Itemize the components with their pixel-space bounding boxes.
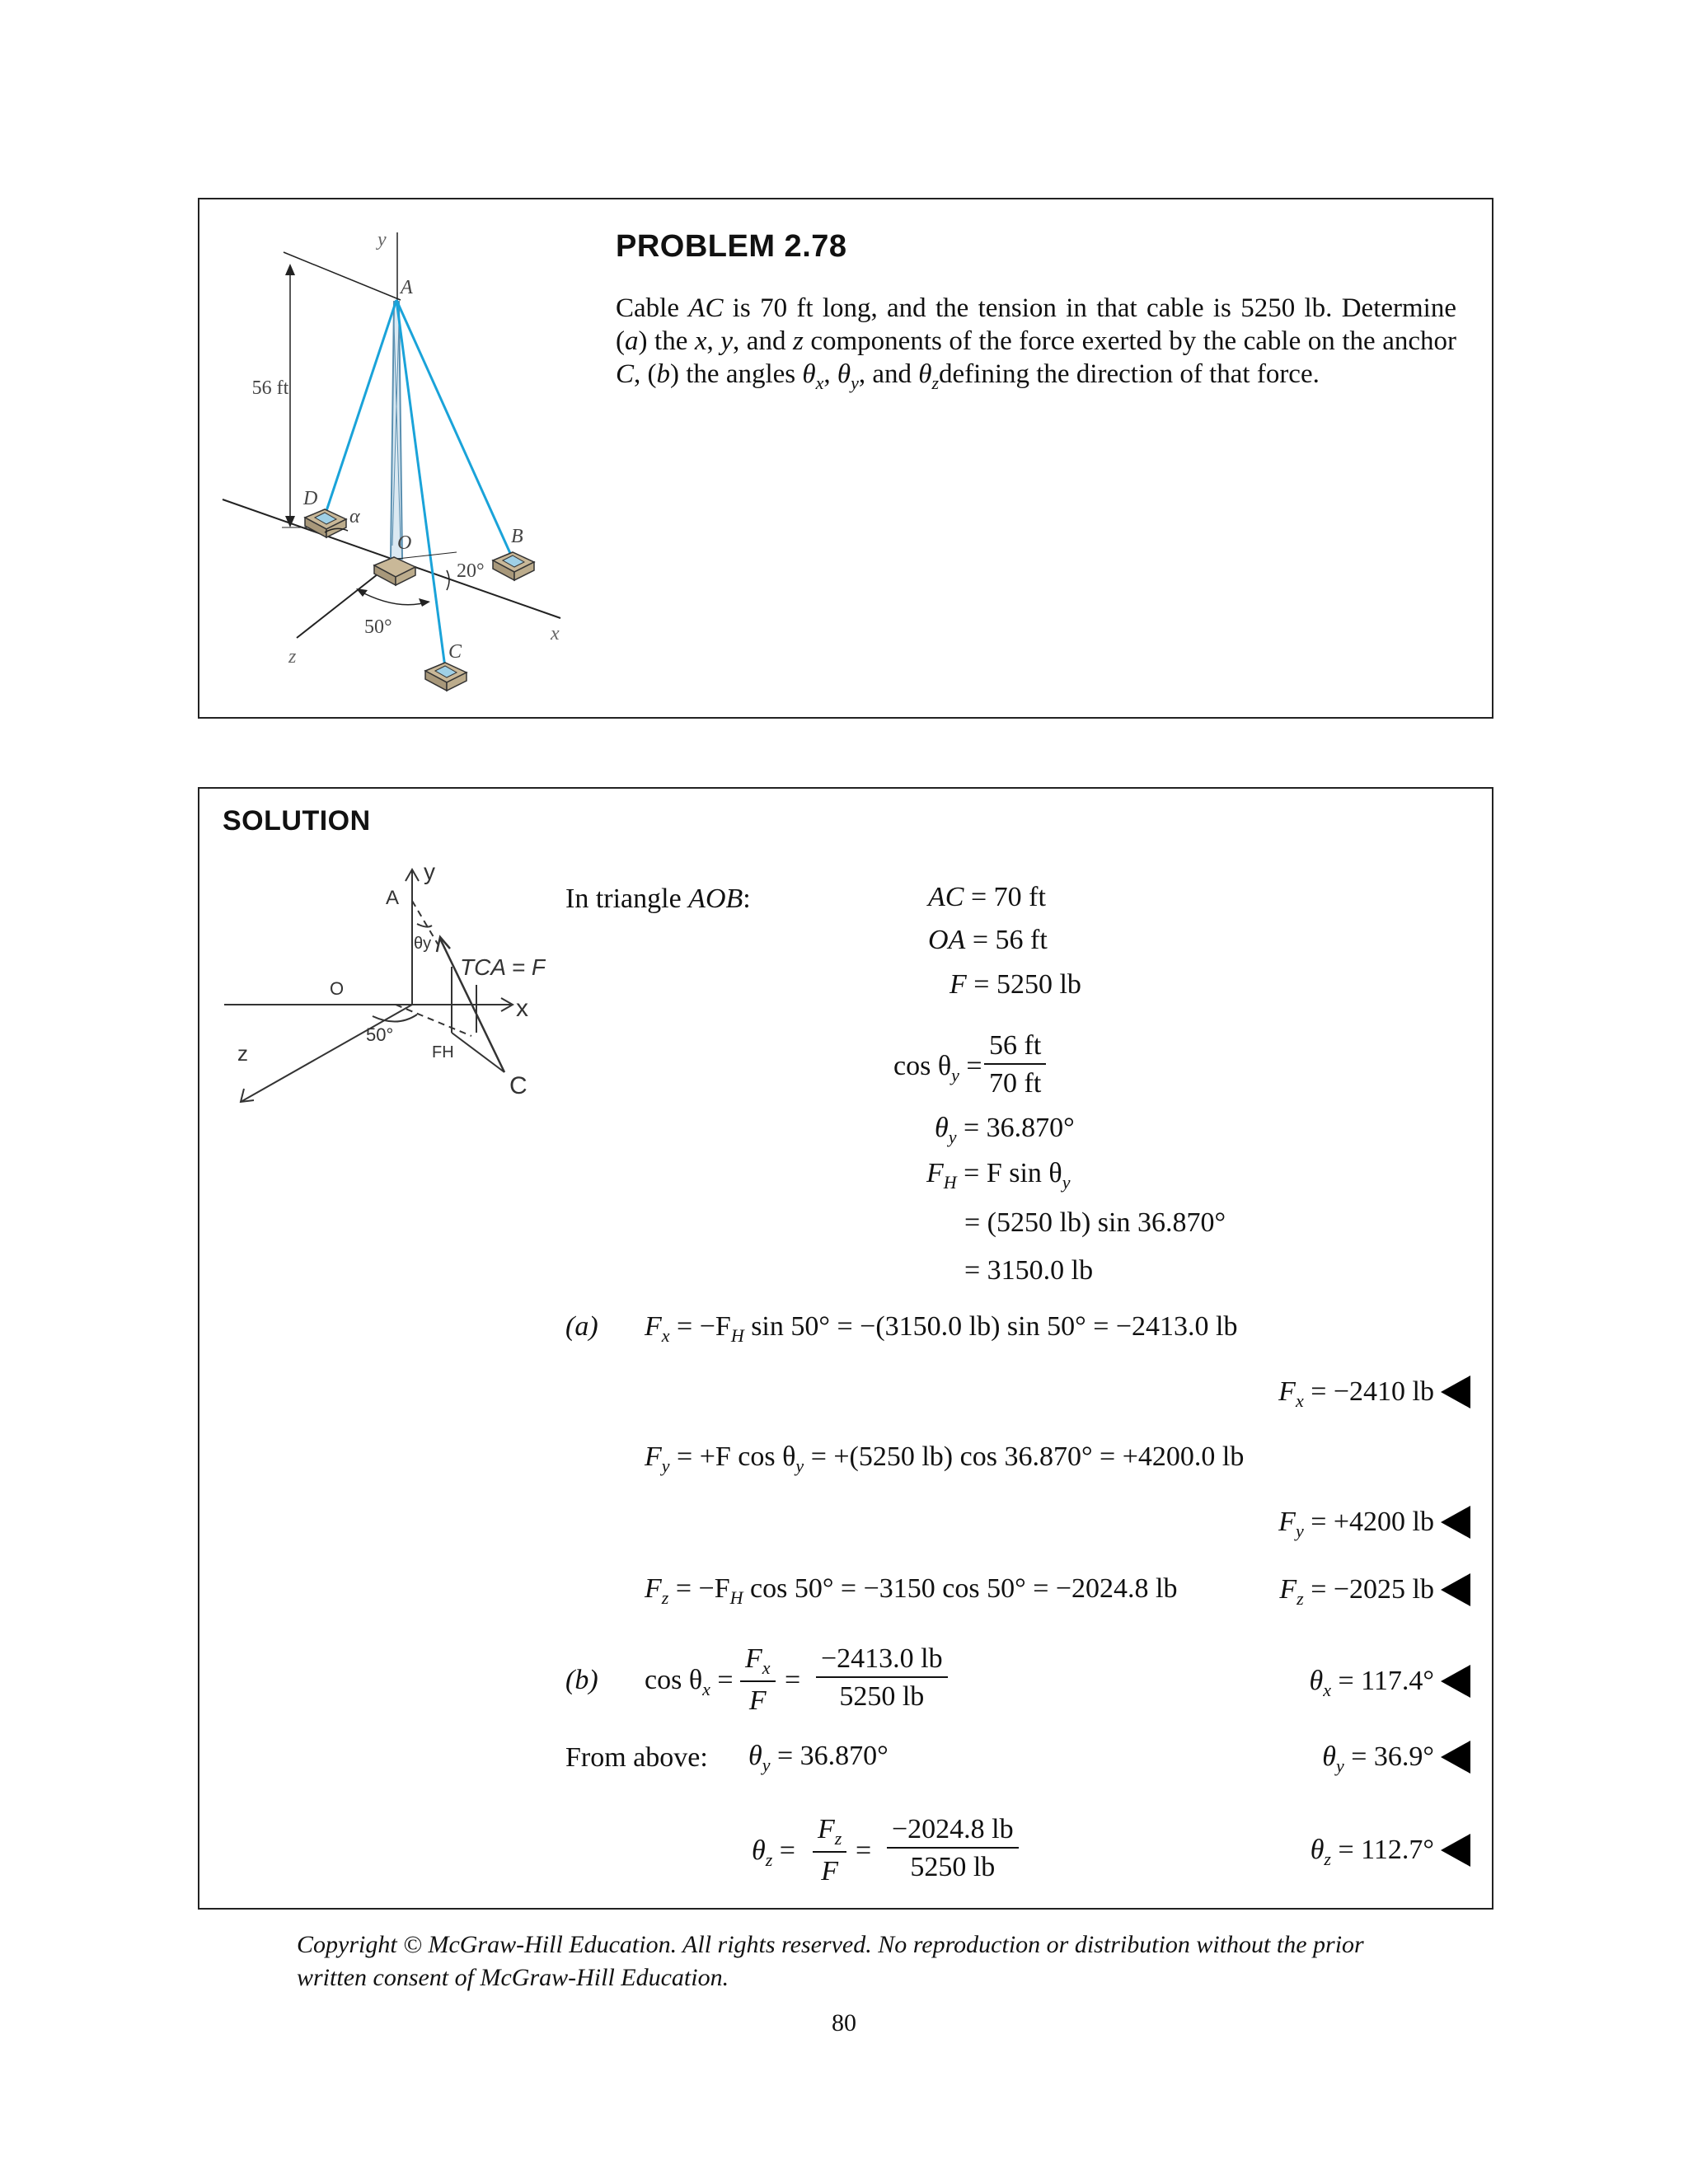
- text-run: C: [616, 359, 635, 389]
- text-run: = 36.870°: [770, 1741, 889, 1771]
- text-run: = 36.870°: [963, 1113, 1075, 1143]
- problem-statement: [616, 292, 1456, 400]
- answer-marker-icon: [1441, 1665, 1470, 1698]
- theta-x-answer: [1310, 1665, 1470, 1701]
- text-run: = +(5250 lb) cos 36.870° = +4200.0 lb: [804, 1441, 1245, 1472]
- text-run: OA: [928, 925, 966, 955]
- fraction-numerator: −2024.8 lb: [887, 1814, 1019, 1849]
- fraction-denominator: 5250 lb: [839, 1681, 925, 1712]
- given-f: [950, 969, 1081, 1001]
- sketch-label-c: C: [509, 1072, 528, 1099]
- angle-20-arc: [447, 570, 449, 590]
- problem-figure: [199, 199, 595, 694]
- fraction-numerator: 56 ft: [984, 1030, 1046, 1065]
- text-run: y: [795, 1455, 804, 1476]
- theta-z-numeric: [887, 1814, 1019, 1883]
- fraction-denominator: F: [748, 1685, 767, 1716]
- text-run: = 70 ft: [970, 882, 1046, 912]
- theta-z-lhs: [752, 1835, 795, 1871]
- text-run: Cable: [616, 293, 689, 323]
- height-arrow-top: [285, 264, 295, 275]
- angle-50-arrow-right: [419, 598, 430, 607]
- text-run: x: [1323, 1680, 1331, 1700]
- fig-label-x: x: [551, 623, 560, 644]
- text-run: =: [779, 1835, 795, 1866]
- answer-marker-icon: [1441, 1834, 1470, 1867]
- text-run: x: [661, 1325, 670, 1346]
- text-run: AOB: [688, 883, 743, 914]
- problem-panel: [198, 198, 1493, 719]
- cos-theta-x-eq2: =: [785, 1665, 801, 1695]
- fz-calculation: [645, 1573, 1177, 1609]
- text-run: θ: [752, 1835, 766, 1866]
- text-run: θ: [918, 359, 932, 389]
- angle-50-arc: [358, 590, 429, 605]
- fh-step2: = 3150.0 lb: [964, 1255, 1094, 1286]
- text-run: F: [1279, 1574, 1297, 1605]
- fig-label-a: A: [401, 277, 413, 298]
- text-run: , (: [634, 359, 657, 389]
- text-run: H: [729, 1587, 743, 1608]
- text-run: defining the direction of that force.: [939, 359, 1320, 389]
- text-run: H: [730, 1325, 744, 1346]
- sketch-label-o: O: [330, 978, 345, 999]
- text-run: θ: [837, 359, 851, 389]
- fx-calculation: [645, 1311, 1238, 1347]
- given-ac: [928, 882, 1046, 913]
- sketch-theta-arc: [417, 924, 432, 927]
- text-run: z: [931, 373, 940, 393]
- theta-z-eq2: =: [856, 1835, 872, 1866]
- theta-y-from-above: [748, 1741, 889, 1776]
- text-run: = +4200 lb: [1303, 1507, 1434, 1537]
- text-run: b: [656, 359, 671, 389]
- text-run: F: [818, 1814, 835, 1844]
- text-run: components of the force exerted by the cable on the anchor: [803, 326, 1456, 356]
- answer-marker-icon: [1441, 1573, 1470, 1606]
- text-run: F: [1278, 1507, 1296, 1537]
- fraction-denominator: 5250 lb: [910, 1852, 996, 1882]
- copyright-footer: Copyright © McGraw-Hill Education. All rights reserved. No reproduction or distribution without the prior written consent of McGraw-Hill Education.: [297, 1931, 1364, 1991]
- text-run: F: [950, 969, 967, 1000]
- text-run: = 5250 lb: [973, 969, 1081, 1000]
- cos-theta-y-fraction: [984, 1030, 1046, 1099]
- text-run: = 36.9°: [1343, 1741, 1434, 1772]
- text-run: θ: [1322, 1741, 1336, 1772]
- sketch-label-50: 50°: [366, 1024, 394, 1045]
- text-run: y: [1295, 1521, 1304, 1541]
- sketch-fh-base: [452, 1033, 504, 1072]
- text-run: z: [792, 326, 804, 356]
- text-run: In triangle: [565, 883, 689, 914]
- fraction-numerator: [740, 1643, 776, 1682]
- part-a-label: (a): [565, 1311, 598, 1342]
- part-b-label: (b): [565, 1665, 598, 1695]
- text-run: y: [1335, 1755, 1344, 1776]
- text-run: x: [815, 373, 824, 393]
- sketch-label-x: x: [516, 995, 528, 1022]
- text-run: F: [645, 1573, 662, 1604]
- text-run: = +F cos θ: [669, 1441, 796, 1472]
- fig-label-y: y: [377, 229, 387, 251]
- text-run: is 70 ft long, and the tension in that cable is 5250 lb. Determine (: [616, 293, 1456, 356]
- fh-equation: [926, 1158, 1071, 1193]
- text-run: H: [943, 1172, 957, 1193]
- text-run: cos θ: [645, 1665, 703, 1695]
- anchor-d: [305, 509, 346, 537]
- text-run: x: [702, 1679, 710, 1699]
- text-run: z: [1296, 1588, 1304, 1609]
- fx-answer: [1278, 1376, 1470, 1412]
- cos-theta-x-lhs: [645, 1665, 734, 1700]
- tower: [391, 302, 402, 559]
- sketch-label-theta: θy: [414, 935, 432, 953]
- text-run: cos 50° = −3150 cos 50° = −2024.8 lb: [743, 1573, 1178, 1604]
- fraction-denominator: 70 ft: [989, 1068, 1042, 1099]
- triangle-label: [565, 883, 751, 915]
- text-run: ) the: [638, 326, 695, 356]
- text-run: y: [948, 1127, 957, 1147]
- text-run: x: [1295, 1390, 1304, 1411]
- text-run: :: [743, 883, 751, 914]
- text-run: θ: [748, 1741, 762, 1771]
- sketch-label-a: A: [386, 887, 400, 909]
- fraction-numerator: −2413.0 lb: [816, 1643, 948, 1678]
- text-run: ,: [823, 359, 837, 389]
- text-run: θ: [802, 359, 816, 389]
- given-oa: [928, 925, 1048, 956]
- text-run: = −2025 lb: [1303, 1574, 1434, 1605]
- theta-z-symbolic: [813, 1814, 846, 1887]
- fig-label-alpha: α: [349, 506, 360, 527]
- fig-label-b: B: [511, 526, 523, 547]
- text-run: y: [661, 1455, 670, 1476]
- fig-label-z: z: [288, 646, 297, 668]
- text-run: y: [1062, 1172, 1071, 1193]
- text-run: z: [765, 1849, 773, 1870]
- text-run: a: [625, 326, 639, 356]
- text-run: , and: [733, 326, 793, 356]
- fraction-numerator: [813, 1814, 846, 1853]
- solution-panel: [198, 787, 1493, 1910]
- text-run: θ: [1309, 1666, 1324, 1696]
- text-run: = −F: [668, 1573, 730, 1604]
- text-run: =: [717, 1665, 734, 1695]
- anchor-c: [425, 663, 467, 691]
- answer-marker-icon: [1441, 1741, 1470, 1774]
- fh-step1: = (5250 lb) sin 36.870°: [964, 1207, 1226, 1238]
- text-run: = 117.4°: [1330, 1666, 1434, 1696]
- text-run: = −2410 lb: [1303, 1376, 1434, 1407]
- text-run: y: [762, 1755, 771, 1775]
- sketch-label-y: y: [424, 859, 435, 884]
- answer-marker-icon: [1441, 1506, 1470, 1539]
- sketch-label-tca: TCA = F: [460, 954, 546, 980]
- text-run: cos θ: [893, 1051, 952, 1081]
- text-run: = −F: [669, 1311, 731, 1342]
- text-run: F: [745, 1643, 762, 1674]
- text-run: sin 50° = −(3150.0 lb) sin 50° = −2413.0 lb: [743, 1311, 1238, 1342]
- fig-label-o: O: [397, 532, 412, 554]
- text-run: =: [966, 1051, 982, 1081]
- text-run: F: [1278, 1376, 1296, 1407]
- theta-y-value: [935, 1113, 1075, 1148]
- sketch-label-fh: FH: [432, 1043, 454, 1062]
- anchor-o: [374, 557, 415, 585]
- text-run: F: [645, 1441, 662, 1472]
- text-run: y: [851, 373, 859, 393]
- problem-title: PROBLEM 2.78: [616, 229, 847, 264]
- fig-label-c: C: [448, 641, 462, 663]
- fraction-denominator: F: [821, 1856, 839, 1886]
- text-run: y: [951, 1065, 959, 1085]
- fy-answer: [1278, 1506, 1470, 1542]
- angle-50-arrow-left: [356, 588, 368, 597]
- text-run: z: [1324, 1849, 1331, 1869]
- anchor-b: [493, 552, 534, 580]
- height-ref-line: [284, 252, 401, 300]
- text-run: z: [834, 1828, 842, 1849]
- cos-theta-y-lhs: [893, 1051, 982, 1086]
- text-run: θ: [1310, 1835, 1325, 1865]
- theta-y-answer: [1322, 1741, 1470, 1777]
- solution-sketch: [216, 855, 546, 1118]
- text-run: x: [762, 1657, 771, 1678]
- text-run: y: [720, 326, 733, 356]
- fig-label-height: 56 ft: [251, 377, 289, 399]
- solution-heading: SOLUTION: [223, 805, 371, 837]
- cable-ad: [323, 300, 396, 521]
- text-run: , and: [858, 359, 919, 389]
- sketch-z-axis: [241, 1005, 412, 1102]
- text-run: F: [926, 1158, 944, 1188]
- answer-marker-icon: [1441, 1376, 1470, 1408]
- fz-answer: [1279, 1573, 1470, 1610]
- text-run: θ: [935, 1113, 949, 1143]
- text-run: = F sin θ: [964, 1158, 1062, 1188]
- sketch-50-arc: [373, 1015, 417, 1022]
- text-run: AC: [688, 293, 724, 323]
- cos-theta-x-numeric: [816, 1643, 948, 1713]
- text-run: ) the angles: [670, 359, 803, 389]
- fy-calculation: [645, 1441, 1244, 1477]
- text-run: z: [661, 1587, 669, 1608]
- from-above-label: From above:: [565, 1742, 708, 1773]
- fig-label-d: D: [303, 488, 318, 509]
- fig-label-angle50: 50°: [364, 616, 392, 638]
- text-run: F: [645, 1311, 662, 1342]
- theta-z-answer: [1311, 1834, 1470, 1870]
- cos-theta-x-symbolic: [740, 1643, 776, 1717]
- sketch-label-z: z: [237, 1041, 248, 1066]
- fig-label-angle20: 20°: [457, 560, 485, 582]
- text-run: = 56 ft: [972, 925, 1048, 955]
- text-run: x: [694, 326, 707, 356]
- text-run: = 112.7°: [1330, 1835, 1434, 1865]
- text-run: AC: [928, 882, 964, 912]
- text-run: ,: [706, 326, 721, 356]
- page-number: 80: [832, 2009, 856, 2036]
